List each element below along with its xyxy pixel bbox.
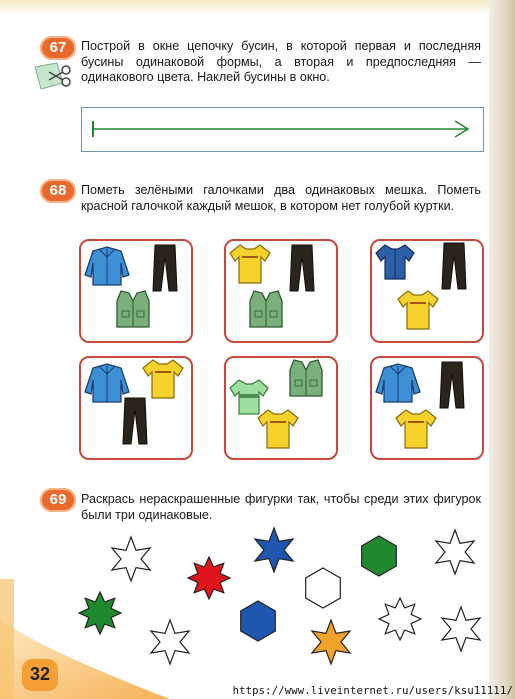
bag-items-5 bbox=[226, 358, 336, 458]
figure-star6-12 bbox=[312, 620, 350, 664]
dark-pants bbox=[442, 243, 466, 289]
task-67-badge: 67 bbox=[40, 36, 76, 60]
blue-jacket bbox=[376, 364, 420, 402]
bag-card-2[interactable] bbox=[224, 239, 338, 343]
bag-card-4[interactable] bbox=[79, 356, 193, 460]
yellow-tshirt bbox=[398, 291, 438, 329]
page-top-edge bbox=[0, 0, 515, 14]
scissors-glue-icon bbox=[33, 61, 75, 91]
dark-pants bbox=[440, 362, 464, 408]
blue-jacket bbox=[85, 247, 129, 285]
figure-star8-5 bbox=[188, 557, 230, 599]
bag-items-6 bbox=[372, 358, 482, 458]
figure-hexagon-3 bbox=[362, 536, 397, 576]
figure-star6-2 bbox=[255, 528, 293, 572]
green-vest bbox=[250, 291, 282, 327]
yellow-tshirt bbox=[258, 410, 298, 448]
task-68-text: Пометь зелёными галочками два одинаковых мешка. Пометь красной галочкой каждый мешок, в котором нет голубой куртки. bbox=[81, 183, 481, 213]
dark-pants bbox=[153, 245, 177, 291]
bag-card-1[interactable] bbox=[79, 239, 193, 343]
figure-star6-1[interactable] bbox=[112, 537, 150, 581]
green-vest bbox=[290, 360, 322, 396]
figure-hexagon-8 bbox=[241, 601, 276, 641]
figure-star8-9[interactable] bbox=[379, 598, 421, 640]
green-vest bbox=[117, 291, 149, 327]
yellow-tshirt bbox=[143, 360, 183, 398]
bag-card-3[interactable] bbox=[370, 239, 484, 343]
task-67-text: Построй в окне цепочку бусин, в которой первая и последняя бусины одинаковой формы, а вторая и предпоследняя — одинакового цвета. Наклей бусины в окно. bbox=[81, 39, 481, 84]
bag-card-5[interactable] bbox=[224, 356, 338, 460]
blue-shirt bbox=[376, 245, 414, 279]
beads-window[interactable] bbox=[81, 107, 484, 152]
dark-pants bbox=[290, 245, 314, 291]
blue-jacket bbox=[85, 364, 129, 402]
figure-star6-4[interactable] bbox=[436, 530, 474, 574]
task-69-badge: 69 bbox=[40, 488, 76, 512]
beads-arrow bbox=[82, 108, 483, 151]
green-polo bbox=[230, 380, 268, 414]
figure-star6-11[interactable] bbox=[442, 607, 480, 651]
source-url: https://www.liveinternet.ru/users/ksu11111/ bbox=[232, 685, 513, 697]
page-number: 32 bbox=[30, 664, 51, 684]
yellow-tshirt bbox=[230, 245, 270, 283]
bag-items-2 bbox=[226, 241, 336, 341]
bag-items-3 bbox=[372, 241, 482, 341]
task-68-badge: 68 bbox=[40, 179, 76, 203]
task-69-text: Раскрась нераскрашенные фигурки так, чтобы среди этих фигурок были три одинаковые. bbox=[81, 492, 481, 522]
figure-hexagon-6[interactable] bbox=[306, 568, 341, 608]
bag-card-6[interactable] bbox=[370, 356, 484, 460]
dark-pants bbox=[123, 398, 147, 444]
yellow-tshirt bbox=[396, 410, 436, 448]
bag-items-1 bbox=[81, 241, 191, 341]
page-right-edge bbox=[489, 0, 515, 699]
bag-items-4 bbox=[81, 358, 191, 458]
page-number-block bbox=[0, 657, 60, 695]
